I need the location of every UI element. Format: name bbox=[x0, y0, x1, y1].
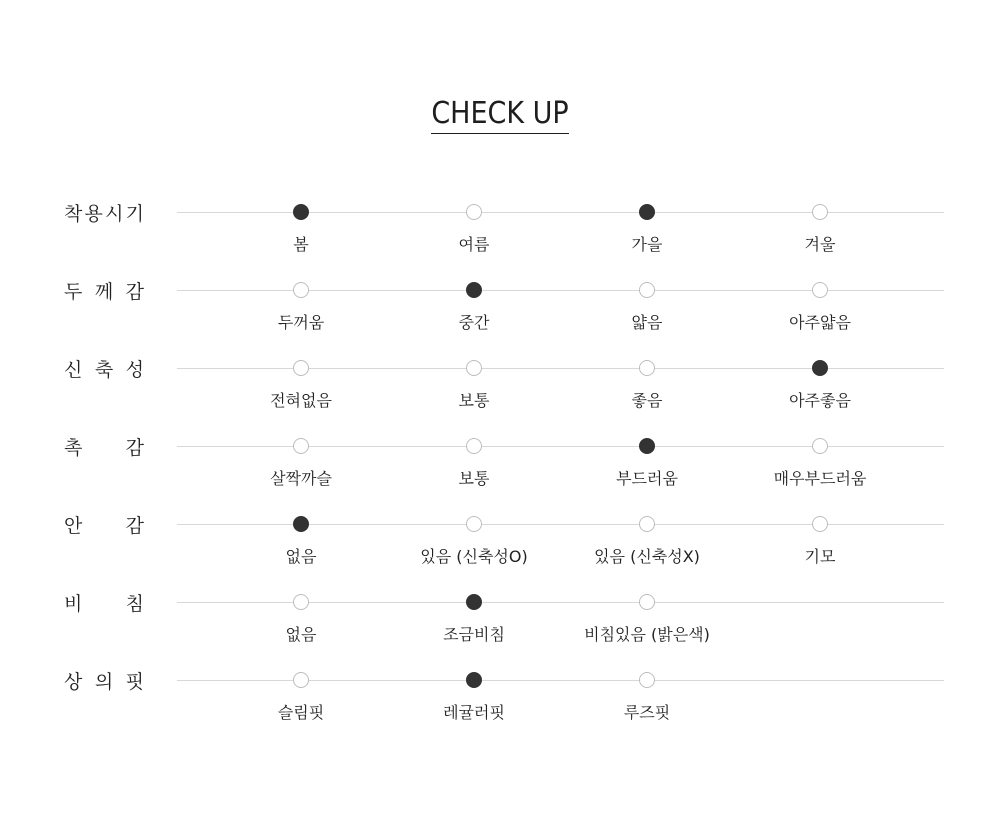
unselected-dot-icon bbox=[293, 282, 309, 298]
checkup-row bbox=[0, 358, 1000, 428]
selected-dot-icon bbox=[639, 438, 655, 454]
option-label: 루즈핏 bbox=[623, 703, 671, 722]
selected-dot-icon bbox=[466, 594, 482, 610]
option-label: 없음 bbox=[285, 547, 317, 566]
title-wrap bbox=[0, 96, 1000, 134]
row-label-char: 기 bbox=[125, 202, 144, 225]
row-label bbox=[64, 589, 144, 615]
option-label: 있음 (신축성O) bbox=[420, 547, 528, 566]
row-label bbox=[64, 511, 144, 537]
unselected-dot-icon bbox=[812, 516, 828, 532]
unselected-dot-icon bbox=[639, 594, 655, 610]
row-label-char: 핏 bbox=[125, 670, 144, 693]
option-label: 살짝까슬 bbox=[270, 469, 332, 488]
option-label: 중간 bbox=[458, 313, 490, 332]
unselected-dot-icon bbox=[466, 516, 482, 532]
row-label-char: 두 bbox=[64, 280, 83, 303]
row-label-char: 상 bbox=[64, 670, 83, 693]
option-label: 겨울 bbox=[804, 235, 836, 254]
unselected-dot-icon bbox=[639, 672, 655, 688]
unselected-dot-icon bbox=[812, 438, 828, 454]
row-label-char: 용 bbox=[84, 202, 103, 225]
row-label-char: 비 bbox=[64, 592, 83, 615]
row-label bbox=[64, 433, 144, 459]
selected-dot-icon bbox=[639, 204, 655, 220]
option-label: 좋음 bbox=[631, 391, 663, 410]
selected-dot-icon bbox=[293, 516, 309, 532]
unselected-dot-icon bbox=[293, 360, 309, 376]
page-title: CHECK UP bbox=[431, 96, 568, 134]
unselected-dot-icon bbox=[639, 360, 655, 376]
unselected-dot-icon bbox=[466, 360, 482, 376]
option-label: 조금비침 bbox=[443, 625, 505, 644]
unselected-dot-icon bbox=[812, 204, 828, 220]
checkup-row bbox=[0, 592, 1000, 662]
row-label-char: 침 bbox=[125, 592, 144, 615]
option-label: 부드러움 bbox=[616, 469, 678, 488]
row-label-char: 께 bbox=[94, 280, 114, 303]
selected-dot-icon bbox=[293, 204, 309, 220]
unselected-dot-icon bbox=[812, 282, 828, 298]
selected-dot-icon bbox=[812, 360, 828, 376]
row-label-char: 성 bbox=[125, 358, 144, 381]
checkup-row bbox=[0, 514, 1000, 584]
option-label: 여름 bbox=[458, 235, 490, 254]
option-label: 봄 bbox=[293, 235, 309, 254]
option-label: 두꺼움 bbox=[277, 313, 325, 332]
selected-dot-icon bbox=[466, 282, 482, 298]
row-label bbox=[64, 199, 144, 225]
option-label: 레귤러핏 bbox=[443, 703, 505, 722]
unselected-dot-icon bbox=[466, 438, 482, 454]
option-label: 전혀없음 bbox=[270, 391, 332, 410]
row-label bbox=[64, 667, 144, 693]
option-label: 가을 bbox=[631, 235, 663, 254]
option-label: 슬림핏 bbox=[277, 703, 325, 722]
checkup-row bbox=[0, 280, 1000, 350]
row-label-char: 의 bbox=[94, 670, 114, 693]
option-label: 보통 bbox=[458, 391, 490, 410]
option-label: 아주얇음 bbox=[789, 313, 851, 332]
option-label: 없음 bbox=[285, 625, 317, 644]
unselected-dot-icon bbox=[293, 672, 309, 688]
option-label: 얇음 bbox=[631, 313, 663, 332]
row-label-char: 착 bbox=[64, 202, 83, 225]
row-label-char: 감 bbox=[125, 514, 144, 537]
row-label-char: 축 bbox=[94, 358, 114, 381]
option-label: 기모 bbox=[804, 547, 836, 566]
row-label bbox=[64, 355, 144, 381]
unselected-dot-icon bbox=[293, 438, 309, 454]
option-label: 아주좋음 bbox=[789, 391, 851, 410]
unselected-dot-icon bbox=[639, 282, 655, 298]
option-label: 매우부드러움 bbox=[773, 469, 867, 488]
option-label: 보통 bbox=[458, 469, 490, 488]
checkup-row bbox=[0, 436, 1000, 506]
row-label-char: 감 bbox=[125, 280, 144, 303]
option-label: 비침있음 (밝은색) bbox=[584, 625, 710, 644]
row-label-char: 촉 bbox=[64, 436, 83, 459]
row-label-char: 신 bbox=[64, 358, 83, 381]
row-label-char: 안 bbox=[64, 514, 83, 537]
unselected-dot-icon bbox=[639, 516, 655, 532]
row-label-char: 감 bbox=[125, 436, 144, 459]
row-label bbox=[64, 277, 144, 303]
row-label-char: 시 bbox=[105, 202, 124, 225]
unselected-dot-icon bbox=[466, 204, 482, 220]
checkup-row bbox=[0, 202, 1000, 272]
option-label: 있음 (신축성X) bbox=[594, 547, 700, 566]
checkup-row bbox=[0, 670, 1000, 740]
unselected-dot-icon bbox=[293, 594, 309, 610]
selected-dot-icon bbox=[466, 672, 482, 688]
